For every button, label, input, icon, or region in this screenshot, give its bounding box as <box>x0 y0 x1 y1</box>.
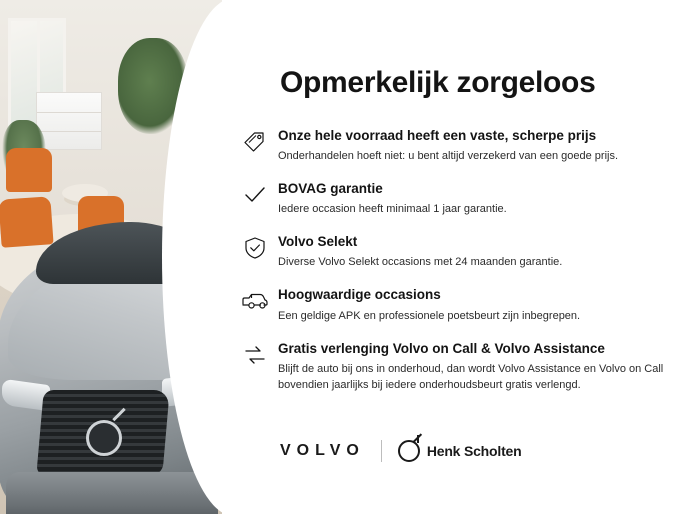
volvo-wordmark: VOLVO <box>280 442 365 459</box>
feature-description: Diverse Volvo Selekt occasions met 24 maanden garantie. <box>278 256 563 269</box>
showroom-photo <box>0 0 222 514</box>
list-item <box>232 287 680 324</box>
car-icon <box>232 287 278 322</box>
list-item <box>232 234 680 271</box>
shelf-unit <box>36 92 102 150</box>
feature-text <box>278 341 680 394</box>
brand-footer <box>280 440 521 462</box>
feature-text <box>278 287 680 324</box>
dealer-logo <box>398 440 522 462</box>
volvo-iron-mark-icon <box>86 420 122 456</box>
plant-pot <box>138 126 172 156</box>
list-item <box>232 181 680 218</box>
feature-list <box>232 128 680 410</box>
list-item <box>232 341 680 394</box>
exchange-arrows-icon <box>232 341 278 376</box>
feature-description: Iedere occasion heeft minimaal 1 jaar garantie. <box>278 203 507 216</box>
content-panel <box>222 0 685 514</box>
feature-title: Onze hele voorraad heeft een vaste, scherpe prijs <box>278 128 597 143</box>
tag-icon <box>232 128 278 163</box>
dealer-name: Henk Scholten <box>426 443 522 459</box>
feature-title: BOVAG garantie <box>278 181 383 197</box>
car-bumper <box>6 472 218 514</box>
shield-check-icon <box>232 234 278 269</box>
feature-description: Een geldige APK en professionele poetsbeurt zijn inbegrepen. <box>278 309 581 322</box>
feature-description: Blijft de auto bij ons in onderhoud, dan wordt Volvo Assistance en Volvo on Call bovendien jaarlijks bij iedere onderhoudsbeurt gratis verlengd. <box>278 362 664 391</box>
feature-title: Hoogwaardige occasions <box>278 287 441 303</box>
list-item <box>232 128 680 165</box>
check-icon <box>232 181 278 216</box>
page-title: Opmerkelijk zorgeloos <box>280 66 596 99</box>
feature-text <box>278 234 680 271</box>
feature-title: Volvo Selekt <box>278 234 358 250</box>
feature-title: Gratis verlenging Volvo on Call & Volvo Assistance <box>278 340 605 356</box>
footer-divider <box>381 440 382 462</box>
feature-text <box>278 128 680 165</box>
feature-description: Onderhandelen hoeft niet: u bent altijd verzekerd van een goede prijs. <box>278 150 619 163</box>
armchair <box>6 148 52 192</box>
feature-text <box>278 181 680 218</box>
dealer-mark-icon <box>398 440 420 462</box>
volvo-logo <box>280 442 365 460</box>
